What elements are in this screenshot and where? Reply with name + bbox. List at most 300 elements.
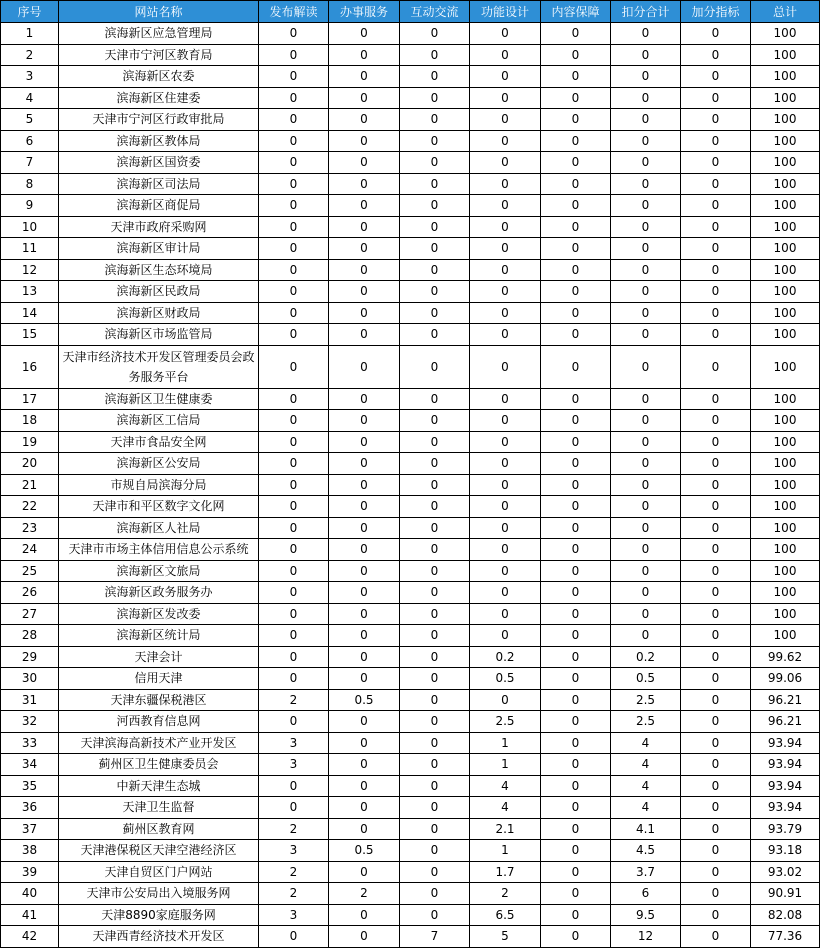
table-cell: 5 [470,926,541,948]
table-cell: 0 [681,625,751,647]
table-cell: 3 [1,66,59,88]
table-cell: 0 [329,754,400,776]
table-cell: 0 [541,517,611,539]
col-header: 发布解读 [259,1,329,23]
table-cell: 0 [259,109,329,131]
table-cell: 0 [470,195,541,217]
table-cell: 0 [470,388,541,410]
table-cell: 100 [751,582,820,604]
table-cell: 100 [751,453,820,475]
table-cell: 0 [611,281,681,303]
table-cell: 0 [329,861,400,883]
site-name-cell: 天津市经济技术开发区管理委员会政务服务平台 [59,345,259,388]
table-row [1,130,820,152]
table-cell: 0 [681,818,751,840]
table-cell: 0 [681,238,751,260]
table-cell: 35 [1,775,59,797]
table-cell: 2 [259,883,329,905]
table-row [1,646,820,668]
table-cell: 12 [611,926,681,948]
table-cell: 0 [541,388,611,410]
table-row [1,44,820,66]
table-cell: 0 [259,44,329,66]
table-cell: 8 [1,173,59,195]
table-cell: 0 [400,388,470,410]
table-cell: 100 [751,109,820,131]
table-cell: 0 [470,625,541,647]
table-cell: 0 [329,775,400,797]
table-cell: 0 [681,840,751,862]
table-cell: 0 [400,775,470,797]
table-cell: 0 [259,173,329,195]
table-cell: 11 [1,238,59,260]
table-cell: 36 [1,797,59,819]
table-cell: 0 [400,302,470,324]
table-cell: 0 [681,302,751,324]
table-cell: 0 [259,238,329,260]
table-cell: 0 [329,431,400,453]
table-cell: 33 [1,732,59,754]
table-cell: 100 [751,173,820,195]
table-cell: 4.1 [611,818,681,840]
table-cell: 0 [681,345,751,388]
site-name-cell: 天津市食品安全网 [59,431,259,453]
table-cell: 0 [541,754,611,776]
table-cell: 93.94 [751,754,820,776]
col-header: 办事服务 [329,1,400,23]
table-cell: 2.1 [470,818,541,840]
table-cell: 0 [681,904,751,926]
table-cell: 96.21 [751,711,820,733]
table-cell: 0 [259,453,329,475]
site-name-cell: 滨海新区民政局 [59,281,259,303]
table-row [1,216,820,238]
table-cell: 0 [611,496,681,518]
table-cell: 0 [400,646,470,668]
table-cell: 2 [259,689,329,711]
table-cell: 7 [400,926,470,948]
table-cell: 28 [1,625,59,647]
table-row [1,238,820,260]
table-cell: 0 [470,238,541,260]
table-cell: 0 [681,496,751,518]
table-cell: 13 [1,281,59,303]
table-cell: 0 [259,345,329,388]
table-cell: 26 [1,582,59,604]
table-cell: 0 [400,754,470,776]
table-row [1,410,820,432]
table-cell: 0 [611,388,681,410]
table-cell: 0 [329,797,400,819]
site-name-cell: 滨海新区生态环境局 [59,259,259,281]
table-cell: 93.94 [751,732,820,754]
table-cell: 0 [259,431,329,453]
table-cell: 0 [400,603,470,625]
table-cell: 0 [541,689,611,711]
table-cell: 0 [611,431,681,453]
table-cell: 1 [470,754,541,776]
table-cell: 100 [751,496,820,518]
table-cell: 0 [681,388,751,410]
table-cell: 0 [400,517,470,539]
table-cell: 0 [541,216,611,238]
site-name-cell: 蓟州区卫生健康委员会 [59,754,259,776]
table-cell: 0 [541,625,611,647]
table-cell: 0 [259,259,329,281]
table-cell: 0 [470,539,541,561]
table-cell: 0 [329,259,400,281]
site-name-cell: 天津市宁河区教育局 [59,44,259,66]
table-cell: 0 [400,87,470,109]
table-cell: 0 [259,775,329,797]
table-cell: 0 [259,66,329,88]
table-cell: 0 [541,904,611,926]
table-cell: 0 [329,560,400,582]
table-cell: 100 [751,324,820,346]
table-cell: 4 [611,775,681,797]
table-cell: 34 [1,754,59,776]
table-cell: 0.2 [611,646,681,668]
table-cell: 0 [611,560,681,582]
site-name-cell: 天津东疆保税港区 [59,689,259,711]
table-cell: 0 [470,216,541,238]
table-cell: 0 [470,173,541,195]
table-cell: 0 [681,668,751,690]
table-cell: 0 [470,345,541,388]
table-cell: 0 [259,646,329,668]
table-cell: 0 [611,625,681,647]
table-cell: 0 [259,216,329,238]
table-cell: 100 [751,130,820,152]
table-cell: 0 [259,496,329,518]
table-row [1,861,820,883]
table-cell: 0 [329,109,400,131]
table-cell: 0 [681,775,751,797]
table-cell: 0 [611,603,681,625]
table-cell: 82.08 [751,904,820,926]
table-cell: 15 [1,324,59,346]
table-cell: 100 [751,44,820,66]
table-cell: 90.91 [751,883,820,905]
table-cell: 17 [1,388,59,410]
table-cell: 2.5 [611,689,681,711]
table-cell: 100 [751,152,820,174]
table-cell: 100 [751,302,820,324]
table-cell: 0 [400,883,470,905]
table-cell: 0 [611,302,681,324]
table-cell: 0.5 [329,840,400,862]
table-cell: 0 [470,44,541,66]
table-cell: 16 [1,345,59,388]
table-cell: 0 [541,173,611,195]
table-row [1,883,820,905]
site-name-cell: 滨海新区人社局 [59,517,259,539]
table-cell: 0 [470,302,541,324]
table-cell: 0 [470,689,541,711]
table-cell: 0 [400,582,470,604]
table-cell: 0 [470,23,541,45]
site-name-cell: 滨海新区国资委 [59,152,259,174]
site-name-cell: 滨海新区发改委 [59,603,259,625]
col-header: 总计 [751,1,820,23]
site-name-cell: 天津滨海高新技术产业开发区 [59,732,259,754]
table-cell: 0 [681,453,751,475]
table-cell: 0 [259,926,329,948]
table-cell: 0 [400,711,470,733]
col-header: 互动交流 [400,1,470,23]
table-cell: 100 [751,259,820,281]
table-row [1,496,820,518]
table-cell: 0 [259,582,329,604]
table-cell: 0 [259,281,329,303]
table-cell: 0 [681,711,751,733]
table-cell: 0.5 [329,689,400,711]
table-cell: 0 [681,582,751,604]
table-cell: 0 [400,689,470,711]
table-cell: 93.94 [751,775,820,797]
table-cell: 1 [1,23,59,45]
table-cell: 24 [1,539,59,561]
table-cell: 0 [541,926,611,948]
site-name-cell: 天津市公安局出入境服务网 [59,883,259,905]
table-row [1,625,820,647]
table-row [1,87,820,109]
table-cell: 2 [470,883,541,905]
table-row [1,345,820,388]
table-row [1,539,820,561]
site-name-cell: 滨海新区市场监管局 [59,324,259,346]
table-cell: 0 [329,152,400,174]
table-cell: 25 [1,560,59,582]
table-cell: 0 [541,410,611,432]
table-cell: 96.21 [751,689,820,711]
table-cell: 100 [751,539,820,561]
table-cell: 0 [470,281,541,303]
table-row [1,797,820,819]
table-cell: 0 [681,474,751,496]
table-cell: 1.7 [470,861,541,883]
table-cell: 0 [611,173,681,195]
table-cell: 0 [541,560,611,582]
table-cell: 0 [611,152,681,174]
table-cell: 0 [541,732,611,754]
table-cell: 0 [329,388,400,410]
table-body [1,23,820,948]
table-cell: 0 [470,603,541,625]
table-cell: 1 [470,732,541,754]
table-cell: 0 [470,324,541,346]
site-name-cell: 滨海新区政务服务办 [59,582,259,604]
table-cell: 0 [470,87,541,109]
table-cell: 0 [329,130,400,152]
table-cell: 0 [329,646,400,668]
table-cell: 39 [1,861,59,883]
table-cell: 0 [400,818,470,840]
table-cell: 0 [681,66,751,88]
site-name-cell: 滨海新区住建委 [59,87,259,109]
table-cell: 0 [259,474,329,496]
table-cell: 100 [751,345,820,388]
table-cell: 0 [400,281,470,303]
table-cell: 12 [1,259,59,281]
site-name-cell: 蓟州区教育网 [59,818,259,840]
table-cell: 0 [681,281,751,303]
table-cell: 30 [1,668,59,690]
site-name-cell: 信用天津 [59,668,259,690]
table-cell: 0 [681,861,751,883]
table-cell: 0 [400,625,470,647]
table-cell: 4 [470,797,541,819]
table-row [1,324,820,346]
table-cell: 0 [329,44,400,66]
table-cell: 0 [541,603,611,625]
table-cell: 0 [681,603,751,625]
table-cell: 0 [541,775,611,797]
table-cell: 0 [681,926,751,948]
table-cell: 2.5 [470,711,541,733]
table-cell: 0 [329,87,400,109]
table-cell: 0 [259,603,329,625]
table-cell: 0 [329,453,400,475]
table-cell: 0 [541,23,611,45]
table-cell: 0 [400,732,470,754]
header-row [1,1,820,23]
table-cell: 99.62 [751,646,820,668]
table-cell: 0 [259,560,329,582]
table-cell: 93.79 [751,818,820,840]
table-cell: 0 [470,496,541,518]
table-cell: 0 [681,109,751,131]
table-row [1,453,820,475]
site-name-cell: 天津会计 [59,646,259,668]
table-cell: 0 [611,66,681,88]
table-cell: 0 [400,797,470,819]
table-cell: 19 [1,431,59,453]
table-cell: 100 [751,216,820,238]
table-cell: 0 [400,904,470,926]
table-cell: 0 [400,324,470,346]
table-cell: 22 [1,496,59,518]
table-cell: 3 [259,754,329,776]
table-cell: 99.06 [751,668,820,690]
table-row [1,152,820,174]
site-name-cell: 天津8890家庭服务网 [59,904,259,926]
table-cell: 23 [1,517,59,539]
table-cell: 0 [329,173,400,195]
table-cell: 0 [329,926,400,948]
table-row [1,818,820,840]
table-cell: 27 [1,603,59,625]
table-cell: 0.2 [470,646,541,668]
table-cell: 0 [541,281,611,303]
table-cell: 0 [611,109,681,131]
table-cell: 100 [751,66,820,88]
table-cell: 100 [751,238,820,260]
site-name-cell: 天津港保税区天津空港经济区 [59,840,259,862]
table-cell: 0 [400,23,470,45]
table-cell: 32 [1,711,59,733]
table-cell: 4 [611,754,681,776]
table-row [1,259,820,281]
table-cell: 0 [329,345,400,388]
table-cell: 0 [541,539,611,561]
table-cell: 0 [259,23,329,45]
table-cell: 0 [681,732,751,754]
col-header: 功能设计 [470,1,541,23]
site-name-cell: 河西教育信息网 [59,711,259,733]
table-cell: 0 [400,44,470,66]
site-name-cell: 滨海新区审计局 [59,238,259,260]
table-cell: 41 [1,904,59,926]
table-cell: 0 [259,324,329,346]
table-cell: 0 [259,152,329,174]
table-cell: 7 [1,152,59,174]
site-name-cell: 滨海新区工信局 [59,410,259,432]
site-name-cell: 滨海新区文旅局 [59,560,259,582]
table-cell: 4 [611,732,681,754]
table-cell: 0 [259,302,329,324]
table-cell: 0 [400,345,470,388]
table-cell: 9 [1,195,59,217]
table-cell: 29 [1,646,59,668]
table-cell: 0 [541,130,611,152]
table-cell: 0 [611,130,681,152]
table-cell: 0 [470,474,541,496]
table-cell: 0 [541,818,611,840]
table-cell: 0 [611,410,681,432]
table-cell: 0 [259,388,329,410]
table-cell: 0 [541,195,611,217]
table-cell: 0 [611,517,681,539]
table-cell: 0 [681,517,751,539]
table-cell: 0 [329,66,400,88]
table-row [1,517,820,539]
table-cell: 0 [259,625,329,647]
table-cell: 3 [259,904,329,926]
table-cell: 0 [611,87,681,109]
table-cell: 100 [751,410,820,432]
table-cell: 0 [329,517,400,539]
site-name-cell: 天津卫生监督 [59,797,259,819]
col-header: 加分指标 [681,1,751,23]
site-name-cell: 滨海新区教体局 [59,130,259,152]
table-cell: 0 [541,496,611,518]
table-cell: 2 [259,818,329,840]
table-row [1,775,820,797]
table-cell: 4 [611,797,681,819]
table-row [1,926,820,948]
table-row [1,754,820,776]
table-cell: 0 [259,539,329,561]
table-cell: 0 [400,152,470,174]
table-cell: 0 [259,797,329,819]
table-cell: 0 [470,66,541,88]
table-cell: 0 [329,238,400,260]
table-cell: 0 [329,904,400,926]
table-cell: 10 [1,216,59,238]
table-cell: 4 [1,87,59,109]
table-cell: 0 [611,238,681,260]
table-cell: 0 [329,668,400,690]
table-cell: 0 [400,474,470,496]
table-cell: 0 [329,302,400,324]
site-name-cell: 滨海新区公安局 [59,453,259,475]
site-name-cell: 滨海新区农委 [59,66,259,88]
table-cell: 100 [751,625,820,647]
table-cell: 0 [681,324,751,346]
table-cell: 2 [259,861,329,883]
table-cell: 0 [541,152,611,174]
